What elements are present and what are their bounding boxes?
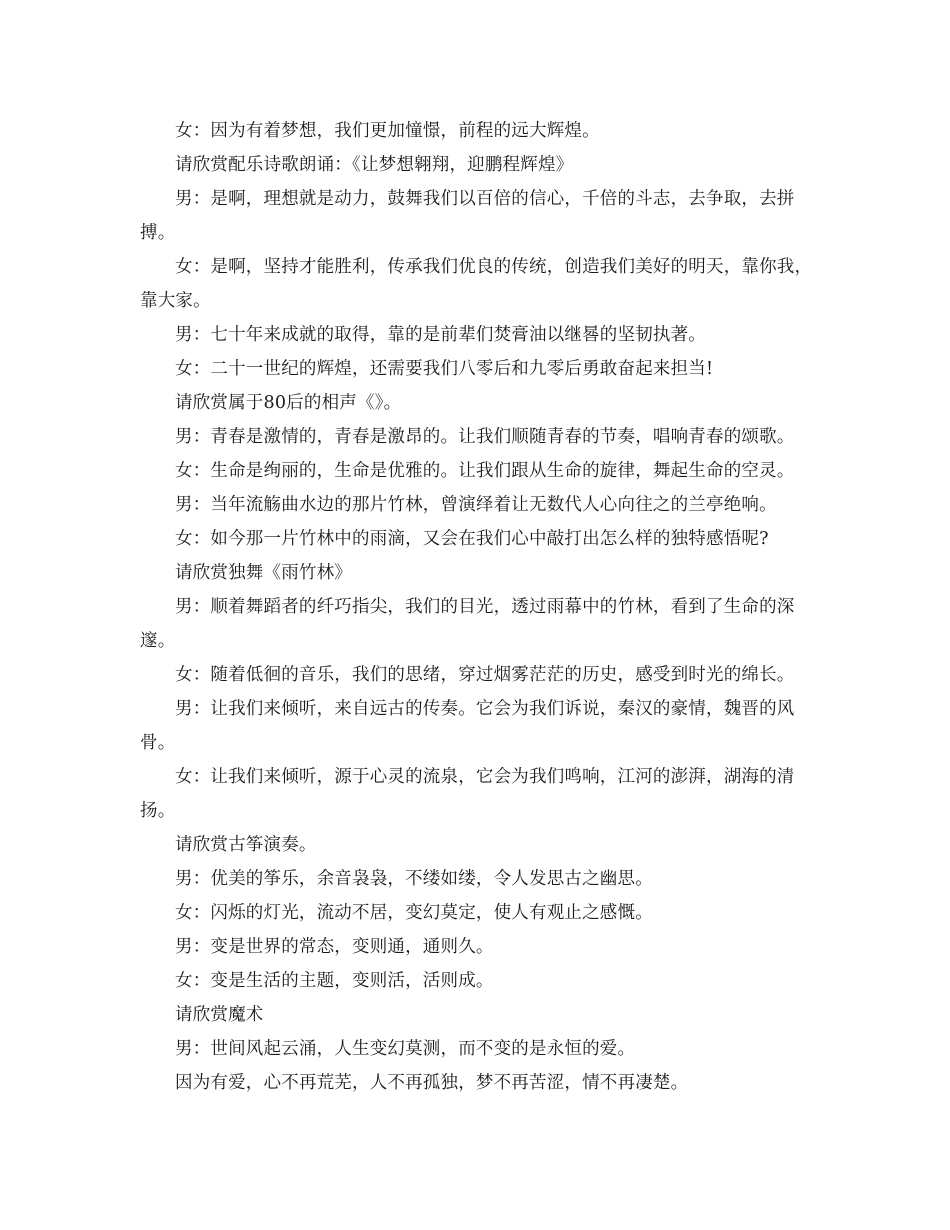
- paragraph: 请欣赏古筝演奏。: [175, 835, 317, 855]
- paragraph: 请欣赏独舞《雨竹林》: [175, 563, 352, 583]
- paragraph: 女：让我们来倾听，源于心灵的流泉，它会为我们鸣响，江河的澎湃，湖海的清扬。: [140, 767, 795, 821]
- paragraph: 女：因为有着梦想，我们更加憧憬，前程的远大辉煌。: [175, 121, 600, 141]
- paragraph: 请欣赏属于80后的相声《》。: [175, 393, 402, 413]
- paragraph: 男：世间风起云涌，人生变幻莫测，而不变的是永恒的爱。: [175, 1039, 636, 1059]
- paragraph: 男：当年流觞曲水边的那片竹林，曾演绎着让无数代人心向往之的兰亭绝响。: [175, 495, 777, 515]
- paragraph: 男：优美的筝乐，余音袅袅，不缕如缕，令人发思古之幽思。: [175, 869, 653, 889]
- paragraph: 女：变是生活的主题，变则活，活则成。: [175, 971, 494, 991]
- paragraph: 请欣赏配乐诗歌朗诵：《让梦想翱翔，迎鹏程辉煌》: [175, 155, 574, 175]
- paragraph: 女：生命是绚丽的，生命是优雅的。让我们跟从生命的旋律，舞起生命的空灵。: [175, 461, 795, 481]
- paragraph: 请欣赏魔术: [175, 1005, 264, 1025]
- paragraph: 女：随着低徊的音乐，我们的思绪，穿过烟雾茫茫的历史，感受到时光的绵长。: [175, 665, 795, 685]
- paragraph: 男：变是世界的常态，变则通，通则久。: [175, 937, 494, 957]
- paragraph: 女：是啊，坚持才能胜利，传承我们优良的传统，创造我们美好的明天，靠你我，靠大家。: [140, 257, 813, 311]
- paragraph: 因为有爱，心不再荒芜，人不再孤独，梦不再苦涩，情不再凄楚。: [175, 1073, 689, 1093]
- paragraph: 女：二十一世纪的辉煌，还需要我们八零后和九零后勇敢奋起来担当!: [175, 359, 714, 379]
- paragraph: 女：闪烁的灯光，流动不居，变幻莫定，使人有观止之感慨。: [175, 903, 653, 923]
- paragraph: 男：七十年来成就的取得，靠的是前辈们焚膏油以继晷的坚韧执著。: [175, 325, 706, 345]
- document-body: [140, 114, 820, 1100]
- paragraph: 男：顺着舞蹈者的纤巧指尖，我们的目光，透过雨幕中的竹林，看到了生命的深邃。: [140, 597, 795, 651]
- paragraph: 男：让我们来倾听，来自远古的传奏。它会为我们诉说，秦汉的豪情，魏晋的风骨。: [140, 699, 795, 753]
- paragraph: 女：如今那一片竹林中的雨滴，又会在我们心中敲打出怎么样的独特感悟呢?: [175, 529, 769, 549]
- paragraph: 男：青春是激情的，青春是激昂的。让我们顺随青春的节奏，唱响青春的颂歌。: [175, 427, 795, 447]
- paragraph: 男：是啊，理想就是动力，鼓舞我们以百倍的信心，千倍的斗志，去争取，去拼搏。: [140, 189, 795, 243]
